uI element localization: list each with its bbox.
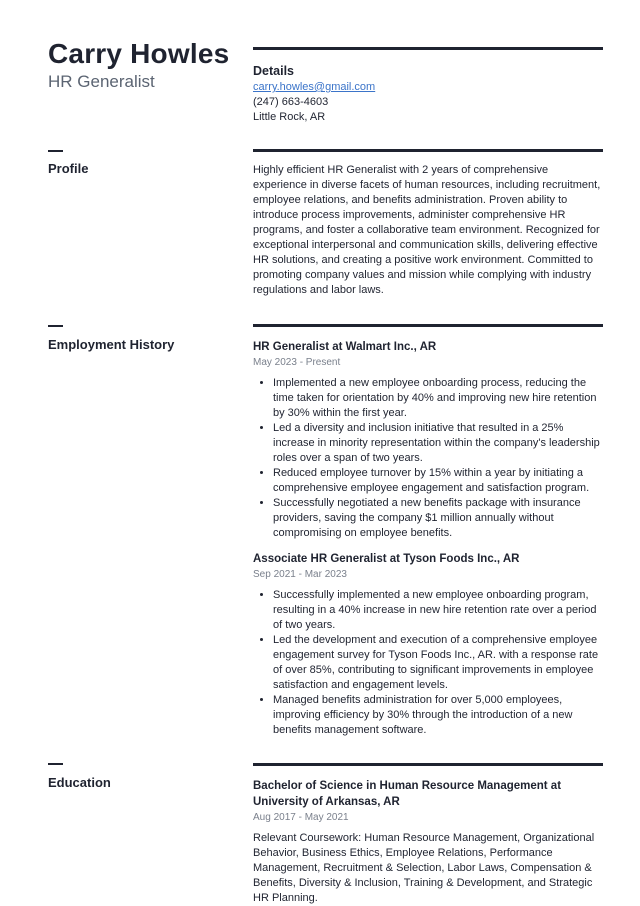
profile-title: Profile bbox=[48, 161, 89, 176]
profile-rule bbox=[253, 149, 603, 152]
candidate-role: HR Generalist bbox=[48, 72, 155, 91]
job-bullet: • Successfully negotiated a new benefits package with insurance providers, saving the company $1 million annually without compromising on employee benefits. bbox=[273, 496, 603, 541]
job-bullet: • Implemented a new employee onboarding process, reducing the time taken for orientation by 40% and improving new hire retention by 30% within the first year. bbox=[273, 376, 603, 421]
degree-title: Bachelor of Science in Human Resource Management at University of Arkansas, AR bbox=[253, 780, 562, 808]
job-bullet: • Led a diversity and inclusion initiative that resulted in a 25% increase in minority representation within the company's leadership roles over a span of two years. bbox=[273, 421, 603, 466]
job-entry bbox=[253, 339, 603, 541]
email-link[interactable]: carry.howles@gmail.com bbox=[253, 81, 376, 93]
employment-dash bbox=[48, 325, 63, 327]
location: Little Rock, AR bbox=[253, 111, 326, 123]
details-title: Details bbox=[253, 64, 294, 78]
education-title: Education bbox=[48, 775, 111, 790]
details-block bbox=[253, 63, 603, 125]
job-bullets bbox=[253, 376, 603, 541]
employment-title: Employment History bbox=[48, 337, 175, 352]
details-rule bbox=[253, 47, 603, 50]
education-dates: Aug 2017 - May 2021 bbox=[253, 812, 349, 823]
job-entry bbox=[253, 551, 603, 738]
phone-number: (247) 663-4603 bbox=[253, 96, 329, 108]
job-bullet: • Managed benefits administration for over 5,000 employees, improving efficiency by 30% through the introduction of a new benefits management software. bbox=[273, 693, 603, 738]
candidate-name: Carry Howles bbox=[48, 38, 230, 69]
education-dash bbox=[48, 763, 63, 765]
employment-rule bbox=[253, 324, 603, 327]
job-bullets bbox=[253, 588, 603, 738]
job-title: HR Generalist at Walmart Inc., AR bbox=[253, 341, 437, 353]
job-dates: Sep 2021 - Mar 2023 bbox=[253, 569, 347, 580]
job-bullet: • Led the development and execution of a comprehensive employee engagement survey for Tyson Foods Inc., AR. with a response rate of over 85%, contributing to significant improvements in employee satisfaction and engagement levels. bbox=[273, 633, 603, 693]
profile-text: Highly efficient HR Generalist with 2 years of comprehensive experience in diverse facets of human resources, including recruitment, employee relations, and benefits administration. Proven ability to introduce process improvements, administer comprehensive HR programs, and foster a collaborative team environment. Recognized for exceptional interpersonal and communication skills, delivering effective HR solutions, and creating a positive work environment. Committed to promoting company values and mission while complying with industry regulations and labor laws. bbox=[253, 164, 601, 296]
education-rule bbox=[253, 763, 603, 766]
job-bullet: • Reduced employee turnover by 15% within a year by initiating a comprehensive employee engagement and satisfaction program. bbox=[273, 466, 603, 496]
job-dates: May 2023 - Present bbox=[253, 357, 341, 368]
coursework: Relevant Coursework: Human Resource Management, Organizational Behavior, Business Ethics, Employee Relations, Performance Management, Recruitment & Selection, Labor Laws, Compensation & Benefits, Diversity & Inclusion, Training & Development, and Strategic HR Planning. bbox=[253, 832, 595, 904]
profile-dash bbox=[48, 150, 63, 152]
job-bullet: • Successfully implemented a new employee onboarding program, resulting in a 40% increase in new hire retention rate over a period of two years. bbox=[273, 588, 603, 633]
job-title: Associate HR Generalist at Tyson Foods Inc., AR bbox=[253, 553, 520, 565]
education-entry bbox=[253, 778, 603, 906]
